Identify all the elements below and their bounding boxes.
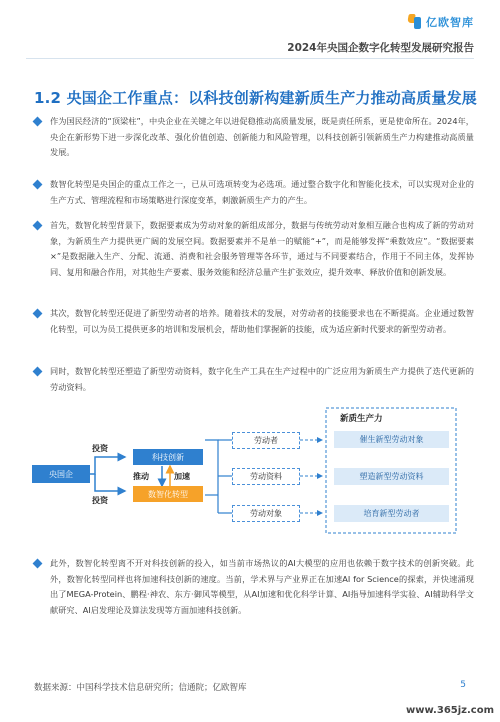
- npf-item-2: 塑造新型劳动资料: [334, 468, 449, 485]
- digital-transformation-box: 数智化转型: [133, 486, 203, 502]
- paragraph-text: 此外，数智化转型离不开对科技创新的投入，如当前市场热议的AI大模型的应用也依赖于数字技术的创新突破。此外，数智化转型同样也将加速科技创新的速度。当前，学术界与产业界正在加速AI for Science的探索，并快速涌现出了MEGA-Protein、鹏程·神农、东方·御风等模型，从AI加速和优化科学计算、AI指导加速科学实验、AI辅助科学文献研究、AI启发理论及算法发现等方面加速科技创新。: [50, 558, 474, 615]
- paragraph-6: [34, 556, 474, 618]
- paragraph-text: 其次，数智化转型还促进了新型劳动者的培养。随着技术的发展，对劳动者的技能要求也在不断提高。企业通过数智化转型，可以为员工提供更多的培训和发展机会，帮助他们掌握新的技能，成为适应新时代要求的新型劳动者。: [50, 308, 474, 334]
- npf-title: 新质生产力: [340, 414, 383, 424]
- labor-box: 劳动者: [232, 432, 300, 449]
- diamond-bullet-icon: [33, 559, 43, 569]
- soe-box: 央国企: [32, 465, 90, 483]
- report-title: 2024年央国企数字化转型发展研究报告: [287, 42, 474, 54]
- invest-label-top: 投资: [92, 444, 108, 453]
- labor-object-box: 劳动对象: [232, 505, 300, 522]
- section-title: 1.2 央国企工作重点：以科技创新构建新质生产力推动高质量发展: [34, 89, 477, 107]
- page-number: 5: [460, 680, 466, 690]
- paragraph-text: 作为国民经济的“顶梁柱”，中央企业在关键之年以进促稳推动高质量发展，既是责任所系，更是使命所在。2024年，央企在新形势下进一步深化改革、强化价值创造、创新能力和风险管理，以科技创新引领新质生产力构建推动高质量发展。: [50, 116, 474, 157]
- logo-text: 亿欧智库: [426, 16, 474, 29]
- npf-item-3: 培育新型劳动者: [334, 505, 449, 522]
- invest-label-bottom: 投资: [92, 496, 108, 505]
- paragraph-text: 数智化转型是央国企的重点工作之一，已从可选项转变为必选项。通过整合数字化和智能化技术，可以实现对企业的生产方式、管理流程和市场策略进行深度变革，刺激新质生产力的产生。: [50, 179, 474, 205]
- sci-tech-box: 科技创新: [133, 449, 203, 465]
- site-watermark: www.365jz.com: [405, 705, 494, 716]
- accelerate-label: 加速: [174, 472, 190, 481]
- labor-means-box: 劳动资料: [232, 468, 300, 485]
- data-source: 数据来源：中国科学技术信息研究所；信通院；亿欧智库: [34, 683, 247, 693]
- paragraph-text: 首先，数智化转型背景下，数据要素成为劳动对象的新组成部分，数据与传统劳动对象相互融合也构成了新的劳动对象，为新质生产力提供更广阔的发展空间。数据要素并不是单一的赋能“+”，而是能够发挥“乘数效应”。“数据要素×”是数据融入生产、分配、流通、消费和社会服务管理等各环节，通过与不同要素结合，作用于不同主体，发挥协同、复用和融合作用，对其他生产要素、服务效能和经济总量产生扩张效应，提升效率、释放价值和创新发展。: [50, 220, 474, 277]
- paragraph-text: 同时，数智化转型还塑造了新型劳动资料，数字化生产工具在生产过程中的广泛应用为新质生产力提供了迭代更新的劳动资料。: [50, 366, 474, 392]
- promote-label: 推动: [133, 472, 149, 481]
- npf-item-1: 催生新型劳动对象: [334, 431, 449, 448]
